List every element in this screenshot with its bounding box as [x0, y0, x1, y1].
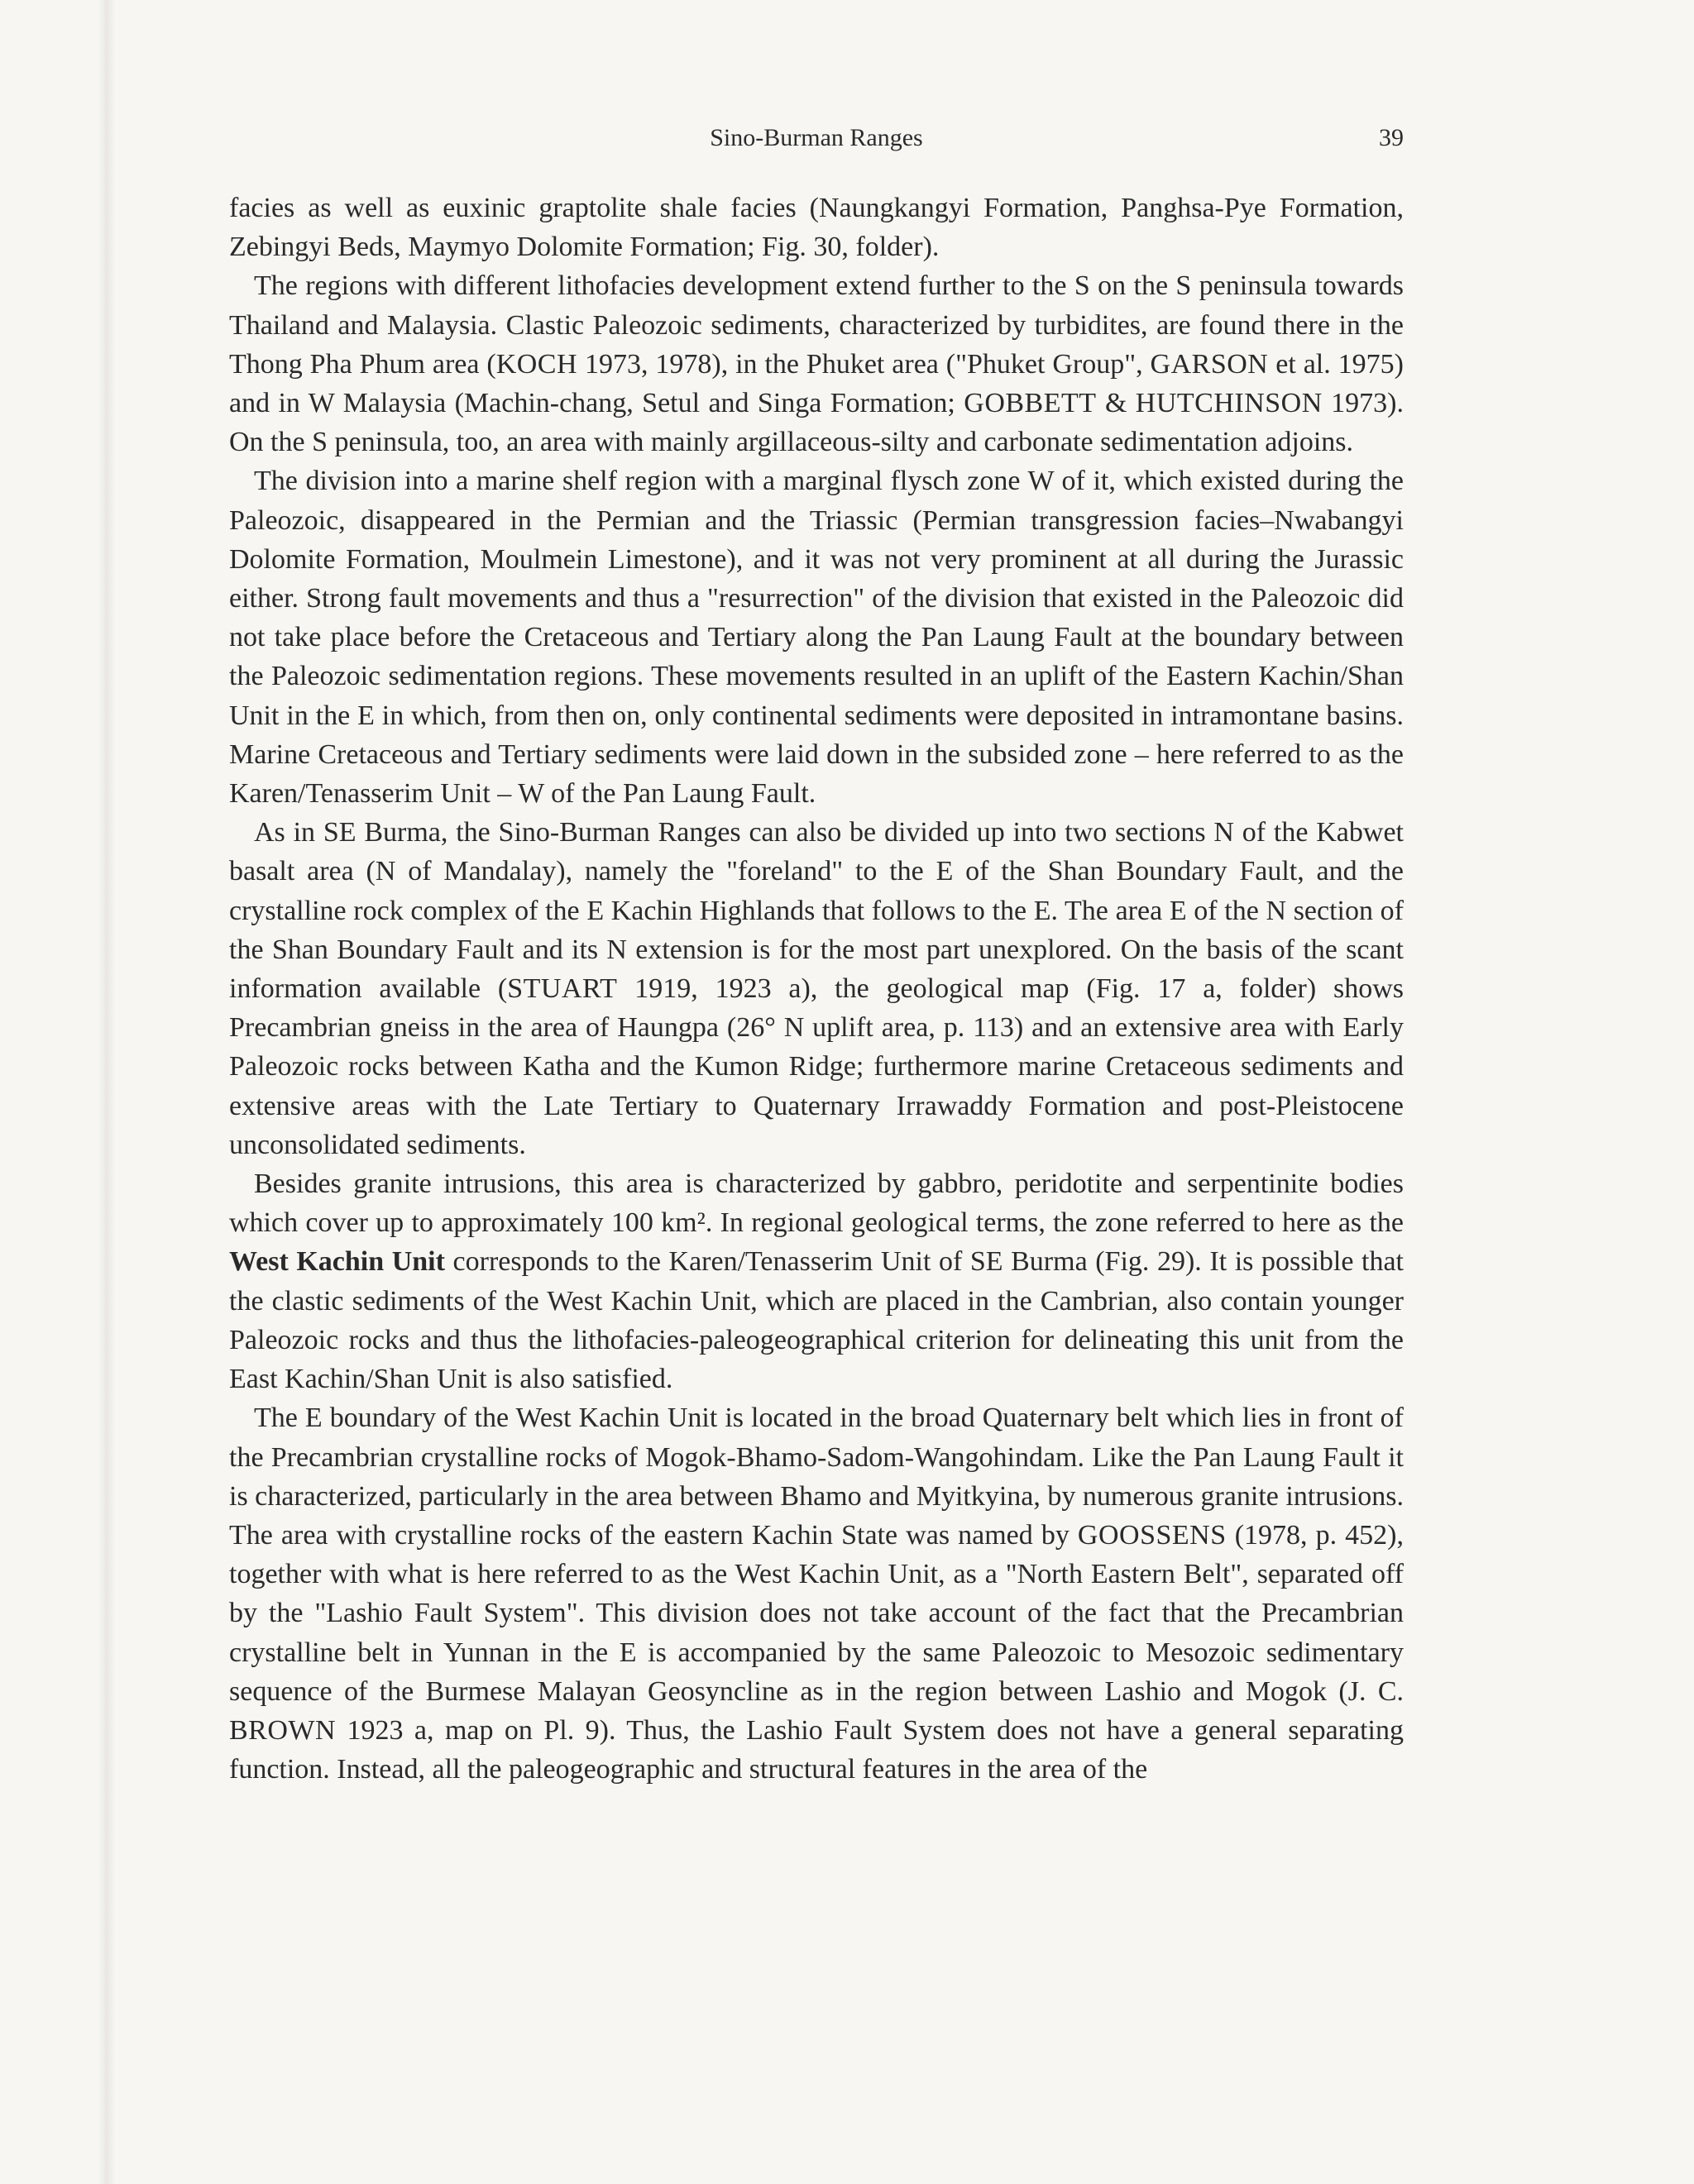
- author-garson: GARSON: [1150, 348, 1269, 380]
- paragraph-2-part-7: &: [1096, 388, 1136, 419]
- paragraph-5: [229, 1164, 1404, 1398]
- paragraph-6: [229, 1398, 1404, 1789]
- paragraph-4-part-3: 1919, 1923 a), the geological map (Fig. 17 a, folder) shows Precambrian gneiss in the area of Haungpa (26° N uplift area, p. 113) and an extensive area with Early Paleozoic rocks between Katha and the Kumon Ridge; furthermore marine Cretaceous sediments and extensive areas with the Late Tertiary to Quaternary Irrawaddy Formation and post-Pleistocene unconsolidated sediments.: [229, 973, 1404, 1160]
- author-koch: KOCH: [495, 348, 578, 380]
- paragraph-6-part-1: The E boundary of the West Kachin Unit is located in the broad Quaternary belt which lies in front of the Precambrian crystalline rocks of Mogok-Bhamo-Sadom-Wangohindam. Like the Pan Laung Fault it is characterized, particularly in the area between Bhamo and Myitkyina, by numerous granite intrusions. The area with crystalline rocks of the eastern Kachin State was named by: [229, 1403, 1404, 1551]
- paragraph-2-part-5: et al. 1975) and in W Malaysia (Machin-chang, Setul and Singa Formation;: [229, 348, 1404, 419]
- author-brown: BROWN: [229, 1714, 337, 1746]
- paragraph-5-part-3: corresponds to the Karen/Tenasserim Unit of SE Burma (Fig. 29). It is possible that the clastic sediments of the West Kachin Unit, which are placed in the Cambrian, also contain younger Paleozoic rocks and thus the lithofacies-paleogeographical criterion for delineating this unit from the East Kachin/Shan Unit is also satisfied.: [229, 1246, 1404, 1395]
- running-header: [229, 124, 1404, 165]
- paragraph-1: [229, 189, 1404, 266]
- author-goossens: GOOSSENS: [1077, 1519, 1227, 1551]
- paragraph-4-part-1: As in SE Burma, the Sino-Burman Ranges can also be divided up into two sections N of the Kabwet basalt area (N of Mandalay), namely the "foreland" to the E of the Shan Boundary Fault, and the crystalline rock complex of the E Kachin Highlands that follows to the E. The area E of the N section of the Shan Boundary Fault and its N extension is for the most part unexplored. On the basis of the scant information available (: [229, 817, 1404, 1005]
- term-west-kachin-unit: West Kachin Unit: [229, 1246, 445, 1278]
- binding-shadow: [98, 0, 116, 2184]
- paragraph-6-part-3: (1978, p. 452), together with what is here referred to as the West Kachin Unit, as a "North Eastern Belt", separated off by the "Lashio Fault System". This division does not take account of the fact that the Precambrian crystalline belt in Yunnan in the E is accompanied by the same Paleozoic to Mesozoic sedimentary sequence of the Burmese Malayan Geosyncline as in the region between Lashio and Mogok (J. C.: [229, 1519, 1404, 1707]
- paragraph-5-part-1: Besides granite intrusions, this area is characterized by gabbro, peridotite and serpentinite bodies which cover up to approximately 100 km². In regional geological terms, the zone referred to here as the: [229, 1168, 1404, 1239]
- paragraph-2-part-9: 1973). On the S peninsula, too, an area with mainly argillaceous-silty and carbonate sedimentation adjoins.: [229, 388, 1404, 458]
- paragraph-2: [229, 266, 1404, 461]
- author-stuart: STUART: [507, 973, 618, 1005]
- running-title: Sino-Burman Ranges: [710, 124, 923, 151]
- paragraph-3: [229, 461, 1404, 813]
- author-gobbett: GOBBETT: [964, 388, 1097, 419]
- paragraph-1-text: facies as well as euxinic graptolite shale facies (Naungkangyi Formation, Panghsa-Pye Formation, Zebingyi Beds, Maymyo Dolomite Formation; Fig. 30, folder).: [229, 193, 1404, 263]
- paragraph-4: [229, 813, 1404, 1164]
- author-hutchinson: HUTCHINSON: [1135, 388, 1323, 419]
- paragraph-2-part-3: 1973, 1978), in the Phuket area ("Phuket Group",: [577, 348, 1151, 380]
- paragraph-6-part-5: 1923 a, map on Pl. 9). Thus, the Lashio Fault System does not have a general separating function. Instead, all the paleogeographic and structural features in the area of the: [229, 1714, 1404, 1785]
- paragraph-3-text: The division into a marine shelf region with a marginal flysch zone W of it, which existed during the Paleozoic, disappeared in the Permian and the Triassic (Permian transgression facies–Nwabangyi Dolomite Formation, Moulmein Limestone), and it was not very prominent at all during the Jurassic either. Strong fault movements and thus a "resurrection" of the division that existed in the Paleozoic did not take place before the Cretaceous and Tertiary along the Pan Laung Fault at the boundary between the Paleozoic sedimentation regions. These movements resulted in an uplift of the Eastern Kachin/Shan Unit in the E in which, from then on, only continental sediments were deposited in intramontane basins. Marine Cretaceous and Tertiary sediments were laid down in the subsided zone – here referred to as the Karen/Tenasserim Unit – W of the Pan Laung Fault.: [229, 466, 1404, 810]
- paragraph-2-part-1: The regions with different lithofacies development extend further to the S on the S peninsula towards Thailand and Malaysia. Clastic Paleozoic sediments, characterized by turbidites, are found there in the Thong Pha Phum area (: [229, 270, 1404, 380]
- body-text: [229, 189, 1404, 1789]
- page-number: 39: [1379, 124, 1404, 151]
